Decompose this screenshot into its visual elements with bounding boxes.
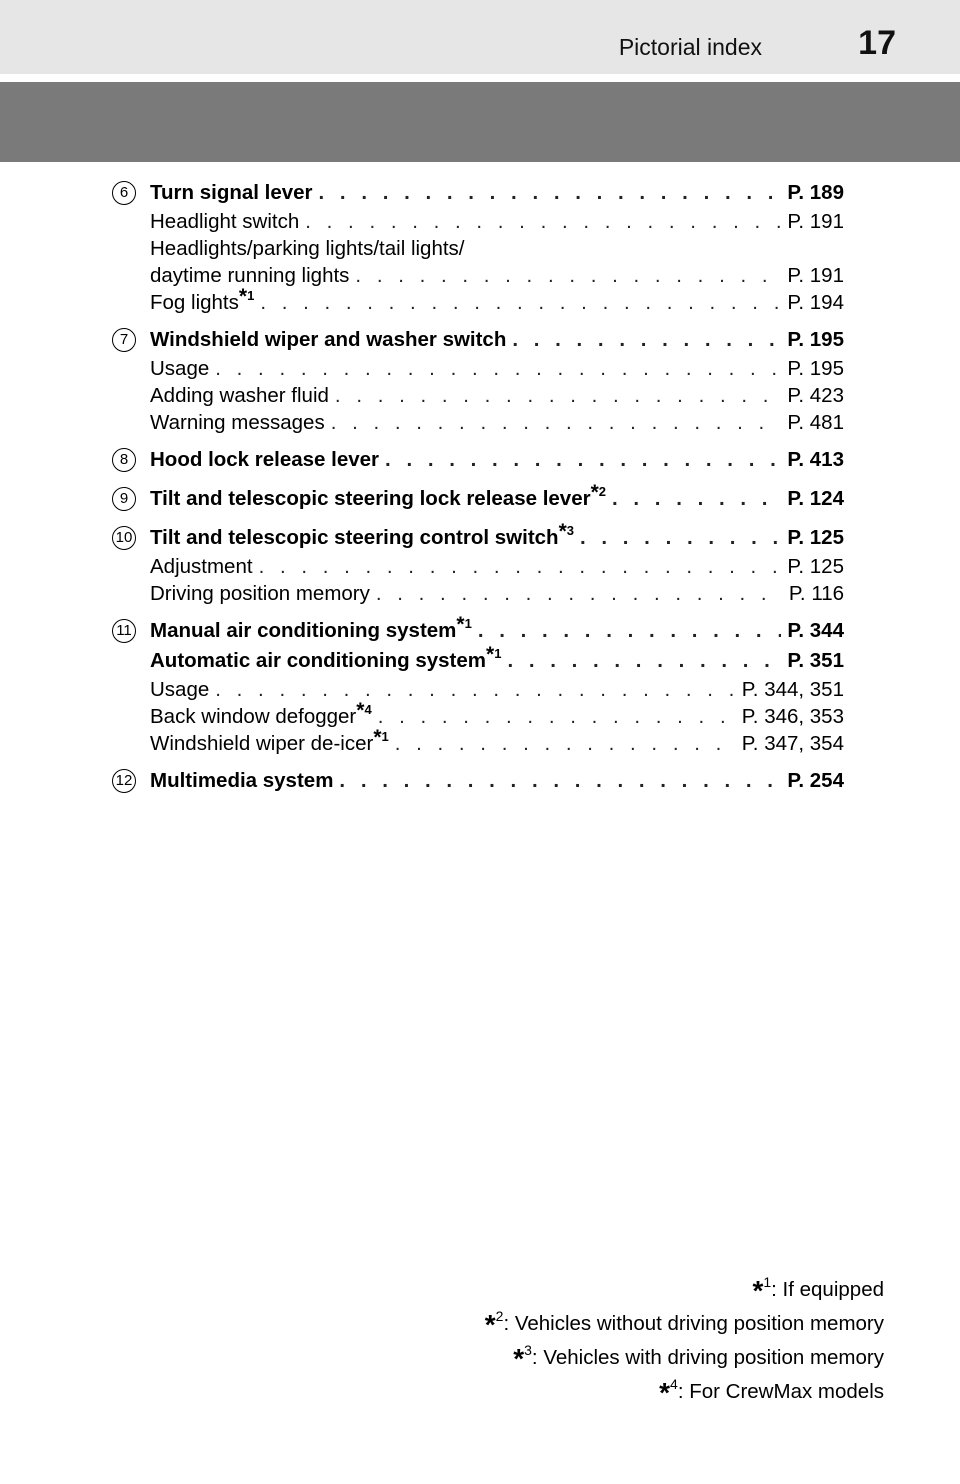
header-band — [0, 82, 960, 162]
leader-dots — [259, 553, 782, 580]
entry-label — [150, 580, 370, 607]
entry-label — [150, 643, 502, 676]
item-number-badge: 10 — [112, 526, 136, 550]
leader-dots — [507, 646, 781, 676]
leader-dots — [215, 676, 736, 703]
leader-dots — [376, 580, 783, 607]
entry-subitem — [150, 726, 844, 757]
entry-subitem — [150, 676, 844, 703]
entry-label — [150, 382, 329, 409]
footnote-text: : If equipped — [771, 1278, 884, 1301]
entry-label-text: Back window defogger — [150, 705, 357, 728]
asterisk-icon: * — [486, 643, 495, 666]
page-reference[interactable]: P. 189 — [787, 181, 844, 204]
footnote-text: : Vehicles with driving position memory — [531, 1346, 884, 1369]
entry-label-text: Windshield wiper and washer switch — [150, 328, 507, 351]
footnote-marker-number: 1 — [381, 729, 389, 744]
index-entry — [0, 481, 960, 514]
index-entry — [0, 445, 960, 475]
page-reference[interactable]: P. 125 — [787, 555, 844, 578]
page-reference[interactable]: P. 413 — [787, 448, 844, 471]
footnote-marker — [590, 481, 607, 504]
page-reference[interactable]: P. 481 — [787, 411, 844, 434]
entry-label — [150, 520, 574, 553]
page-number: 17 — [858, 24, 896, 62]
index-list — [0, 178, 960, 796]
leader-dots — [335, 382, 781, 409]
leader-dots — [305, 208, 781, 235]
page-reference[interactable]: P. 191 — [787, 210, 844, 233]
asterisk-icon: * — [558, 520, 567, 543]
entry-label-text: Windshield wiper de-icer — [150, 732, 374, 755]
item-number-badge: 11 — [112, 619, 136, 643]
entry-subitem — [150, 285, 844, 316]
asterisk-icon: * — [373, 726, 382, 749]
index-entry — [0, 520, 960, 607]
leader-dots — [378, 703, 736, 730]
header-bar — [0, 0, 960, 74]
page-reference[interactable]: P. 423 — [787, 384, 844, 407]
footnote — [485, 1262, 884, 1306]
asterisk-icon: * — [513, 1343, 525, 1374]
entry-label — [150, 699, 372, 730]
leader-dots — [580, 523, 781, 553]
entry-subitem — [150, 699, 844, 730]
index-entry — [0, 325, 960, 436]
entry-label — [150, 285, 255, 316]
footnote — [484, 1296, 884, 1340]
page-title: Pictorial index — [618, 34, 762, 60]
page-reference[interactable]: P. 124 — [787, 487, 844, 510]
entry-label-text: Adding washer fluid — [150, 384, 329, 407]
leader-dots — [385, 445, 781, 475]
entry-heading — [150, 643, 844, 676]
page-reference[interactable]: P. 344, 351 — [741, 678, 844, 701]
asterisk-icon: * — [752, 1275, 764, 1306]
entry-label — [150, 178, 313, 208]
entry-heading — [150, 445, 844, 475]
entry-label-text: Multimedia system — [150, 769, 334, 792]
item-number-badge: 8 — [112, 448, 136, 472]
entry-subitem — [150, 355, 844, 382]
entry-label-text: Manual air conditioning system — [150, 619, 457, 642]
footnote-marker — [356, 699, 372, 722]
entry-label-text: Turn signal lever — [150, 181, 313, 204]
item-number-badge: 7 — [112, 328, 136, 352]
leader-dots — [512, 325, 781, 355]
footnote-marker-number: 1 — [464, 616, 472, 631]
entry-label — [150, 481, 607, 514]
entry-subitem — [150, 382, 844, 409]
index-entry — [0, 178, 960, 316]
entry-label — [150, 355, 209, 382]
entry-label-text: Driving position memory — [150, 582, 370, 605]
footnote-marker-number: 2 — [598, 484, 607, 499]
entry-label — [150, 766, 333, 796]
entry-label-text: Headlight switch — [150, 210, 300, 233]
leader-dots — [215, 355, 781, 382]
asterisk-icon: * — [456, 613, 465, 636]
footnote-marker-number: 4 — [364, 702, 372, 717]
entry-subitem — [150, 208, 844, 235]
footnote — [485, 1364, 884, 1408]
footnote-marker — [486, 643, 502, 666]
asterisk-icon: * — [590, 481, 599, 504]
page-reference[interactable]: P. 191 — [787, 264, 844, 287]
leader-dots — [395, 730, 736, 757]
entry-label — [150, 445, 379, 475]
entry-label-text: Tilt and telescopic steering control switch — [150, 526, 559, 549]
entry-heading — [150, 766, 844, 796]
entry-label-text: Usage — [150, 678, 210, 701]
footnote-marker — [558, 520, 574, 543]
asterisk-icon: * — [356, 699, 365, 722]
footnote-marker-number: 1 — [247, 288, 255, 303]
page-reference[interactable]: P. 344 — [787, 619, 844, 642]
item-number-badge: 6 — [112, 181, 136, 205]
entry-heading — [150, 178, 844, 208]
entry-label-text: daytime running lights — [150, 264, 350, 287]
entry-label-text: Tilt and telescopic steering lock release lever — [150, 487, 591, 510]
index-entry — [0, 766, 960, 796]
entry-label-text: Warning messages — [150, 411, 325, 434]
entry-label — [150, 208, 299, 235]
page-reference[interactable]: P. 195 — [787, 357, 844, 380]
entry-heading — [150, 613, 844, 646]
entry-subitem — [150, 235, 844, 262]
leader-dots — [319, 178, 782, 208]
asterisk-icon: * — [484, 1309, 496, 1340]
page-reference[interactable]: P. 351 — [787, 649, 844, 672]
leader-dots — [339, 766, 781, 796]
entry-label-text: Usage — [150, 357, 210, 380]
footnote-marker — [373, 726, 389, 749]
page-reference[interactable]: P. 346, 353 — [741, 705, 844, 728]
entry-label-text: Hood lock release lever — [150, 448, 380, 471]
footnote-number: 1 — [763, 1274, 772, 1290]
entry-label-text: Headlights/parking lights/tail lights/ — [150, 237, 465, 260]
asterisk-icon: * — [238, 285, 248, 308]
entry-label-text: Adjustment — [150, 555, 253, 578]
footnote-text: : For CrewMax models — [677, 1380, 884, 1403]
entry-label — [150, 613, 472, 646]
item-number-badge: 12 — [112, 769, 136, 793]
entry-label-text: Automatic air conditioning system — [150, 649, 487, 672]
entry-heading — [150, 481, 844, 514]
index-entry — [0, 613, 960, 757]
footnote-marker — [456, 613, 472, 636]
page-reference[interactable]: P. 125 — [787, 526, 844, 549]
page-reference[interactable]: P. 195 — [787, 328, 844, 351]
page-reference[interactable]: P. 194 — [787, 291, 844, 314]
entry-heading — [150, 520, 844, 553]
footnote-number: 4 — [670, 1376, 678, 1392]
entry-label — [150, 325, 506, 355]
entry-subitem — [150, 262, 844, 289]
leader-dots — [355, 262, 781, 289]
entry-heading — [150, 325, 844, 355]
footnote-number: 3 — [524, 1342, 532, 1358]
leader-dots — [331, 409, 782, 436]
footnote — [485, 1330, 884, 1374]
entry-label — [150, 676, 209, 703]
entry-label — [150, 262, 349, 289]
leader-dots — [260, 289, 781, 316]
footnote-text: : Vehicles without driving position memory — [503, 1312, 884, 1335]
footnotes — [484, 1262, 884, 1408]
entry-subitem — [150, 409, 844, 436]
page-reference[interactable]: P. 254 — [787, 769, 844, 792]
entry-subitem — [150, 553, 844, 580]
footnote-number: 2 — [495, 1308, 504, 1324]
entry-label — [150, 409, 325, 436]
entry-label-text: Fog lights — [150, 291, 239, 314]
leader-dots — [478, 616, 782, 646]
leader-dots — [612, 484, 781, 514]
page-reference[interactable]: P. 347, 354 — [741, 732, 844, 755]
entry-label — [150, 726, 389, 757]
entry-subitem — [150, 580, 844, 607]
footnote-marker-number: 3 — [566, 523, 574, 538]
item-number-badge: 9 — [112, 487, 136, 511]
entry-label — [150, 553, 253, 580]
entry-label — [150, 235, 465, 262]
footnote-marker — [238, 285, 255, 308]
footnote-marker-number: 1 — [494, 646, 502, 661]
asterisk-icon: * — [659, 1377, 671, 1408]
page-reference[interactable]: P. 116 — [788, 582, 844, 605]
